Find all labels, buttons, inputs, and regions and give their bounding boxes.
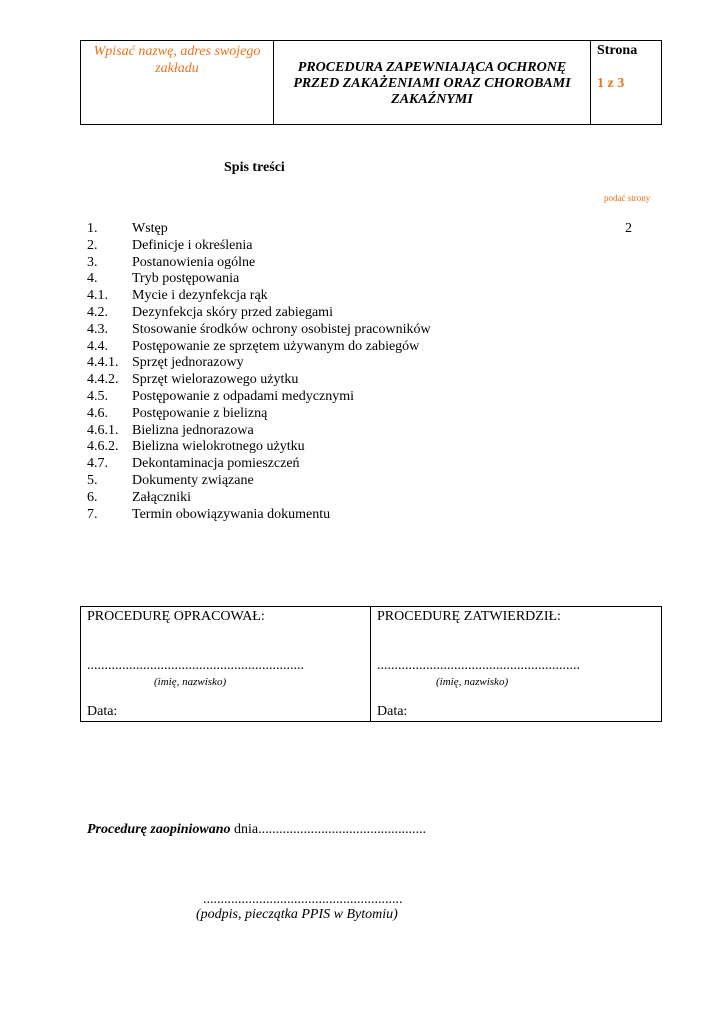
toc-number: 4.3. (87, 321, 108, 337)
toc-entry: Postanowienia ogólne (132, 254, 256, 270)
prepared-by-cell (81, 607, 371, 721)
toc-number: 4.4.1. (87, 355, 119, 371)
toc-entry: Definicje i określenia (132, 237, 253, 253)
toc-entry: Wstęp (132, 221, 168, 236)
toc-row (87, 288, 647, 305)
toc-entry: Dezynfekcja skóry przed zabiegami (132, 304, 333, 320)
toc-entry: Sprzęt wielorazowego użytku (132, 372, 299, 388)
approved-by-name-hint: (imię, nazwisko) (436, 676, 509, 688)
toc-title: Spis treści (224, 160, 285, 175)
toc-entry: Bielizna jednorazowa (132, 422, 254, 438)
toc-row (87, 355, 647, 372)
toc-row (87, 255, 647, 272)
toc-page: 2 (625, 221, 632, 236)
approved-by-cell (371, 607, 661, 721)
opinion-label: Procedurę zaopiniowano (87, 822, 231, 837)
toc-number: 6. (87, 489, 98, 505)
page-note: podać strony (604, 193, 651, 203)
toc-row (87, 439, 647, 456)
company-placeholder: Wpisać nazwę, adres swojego zakładu (81, 41, 274, 124)
toc-number: 4.6. (87, 405, 108, 421)
approved-by-label: PROCEDURĘ ZATWIERDZIŁ: (377, 609, 561, 624)
page-label: Strona (597, 43, 638, 58)
toc-row (87, 339, 647, 356)
toc-number: 4. (87, 271, 98, 287)
toc-entry: Dokumenty związane (132, 472, 254, 488)
toc-entry: Załączniki (132, 489, 192, 505)
opinion-date-line: dnia................................................ (230, 822, 427, 837)
toc-number: 1. (87, 221, 98, 236)
toc-row (87, 322, 647, 339)
toc-row (87, 490, 647, 507)
toc-entry: Stosowanie środków ochrony osobistej pracowników (132, 321, 431, 337)
prepared-by-signature-line: .............................................................. (87, 658, 304, 673)
toc-row (87, 473, 647, 490)
toc-number: 4.6.2. (87, 439, 119, 455)
toc-number: 3. (87, 254, 98, 270)
approval-table (80, 606, 662, 722)
toc-number: 2. (87, 237, 98, 253)
opinion-line (87, 822, 426, 838)
toc-number: 4.5. (87, 388, 108, 404)
toc-row (87, 271, 647, 288)
toc-number: 4.1. (87, 288, 108, 304)
toc-row (87, 456, 647, 473)
approved-by-date: Data: (377, 704, 408, 719)
toc-entry: Postępowanie z bielizną (132, 405, 268, 421)
toc-entry: Sprzęt jednorazowy (132, 355, 244, 371)
toc-number: 5. (87, 472, 98, 488)
toc-entry: Postępowanie z odpadami medycznymi (132, 388, 354, 404)
header-table (80, 40, 662, 125)
table-of-contents (87, 221, 647, 523)
prepared-by-date: Data: (87, 704, 118, 719)
toc-number: 4.7. (87, 456, 108, 472)
prepared-by-name-hint: (imię, nazwisko) (154, 676, 227, 688)
toc-row (87, 372, 647, 389)
toc-row (87, 507, 647, 524)
toc-entry: Dekontaminacja pomieszczeń (132, 456, 300, 472)
toc-number: 4.4. (87, 338, 108, 354)
toc-entry: Bielizna wielokrotnego użytku (132, 439, 305, 455)
procedure-title: PROCEDURA ZAPEWNIAJĄCA OCHRONĘ PRZED ZAKAŻENIAMI ORAZ CHOROBAMI ZAKAŹNYMI (274, 41, 591, 124)
toc-row (87, 305, 647, 322)
toc-number: 7. (87, 506, 98, 522)
toc-row (87, 238, 647, 255)
toc-row (87, 389, 647, 406)
toc-number: 4.2. (87, 304, 108, 320)
page-info-cell (591, 41, 663, 124)
toc-row (87, 406, 647, 423)
signature-caption: (podpis, pieczątka PPIS w Bytomiu) (196, 907, 398, 922)
toc-entry: Postępowanie ze sprzętem używanym do zabiegów (132, 338, 420, 354)
toc-row (87, 423, 647, 440)
toc-row (87, 221, 647, 238)
toc-number: 4.6.1. (87, 422, 119, 438)
page-number: 1 z 3 (597, 76, 625, 91)
signature-line: ......................................................... (203, 892, 403, 907)
toc-entry: Termin obowiązywania dokumentu (132, 506, 331, 522)
toc-number: 4.4.2. (87, 372, 119, 388)
prepared-by-label: PROCEDURĘ OPRACOWAŁ: (87, 609, 265, 624)
toc-entry: Mycie i dezynfekcja rąk (132, 288, 268, 304)
toc-entry: Tryb postępowania (132, 271, 240, 287)
approved-by-signature-line: .......................................................... (377, 658, 580, 673)
